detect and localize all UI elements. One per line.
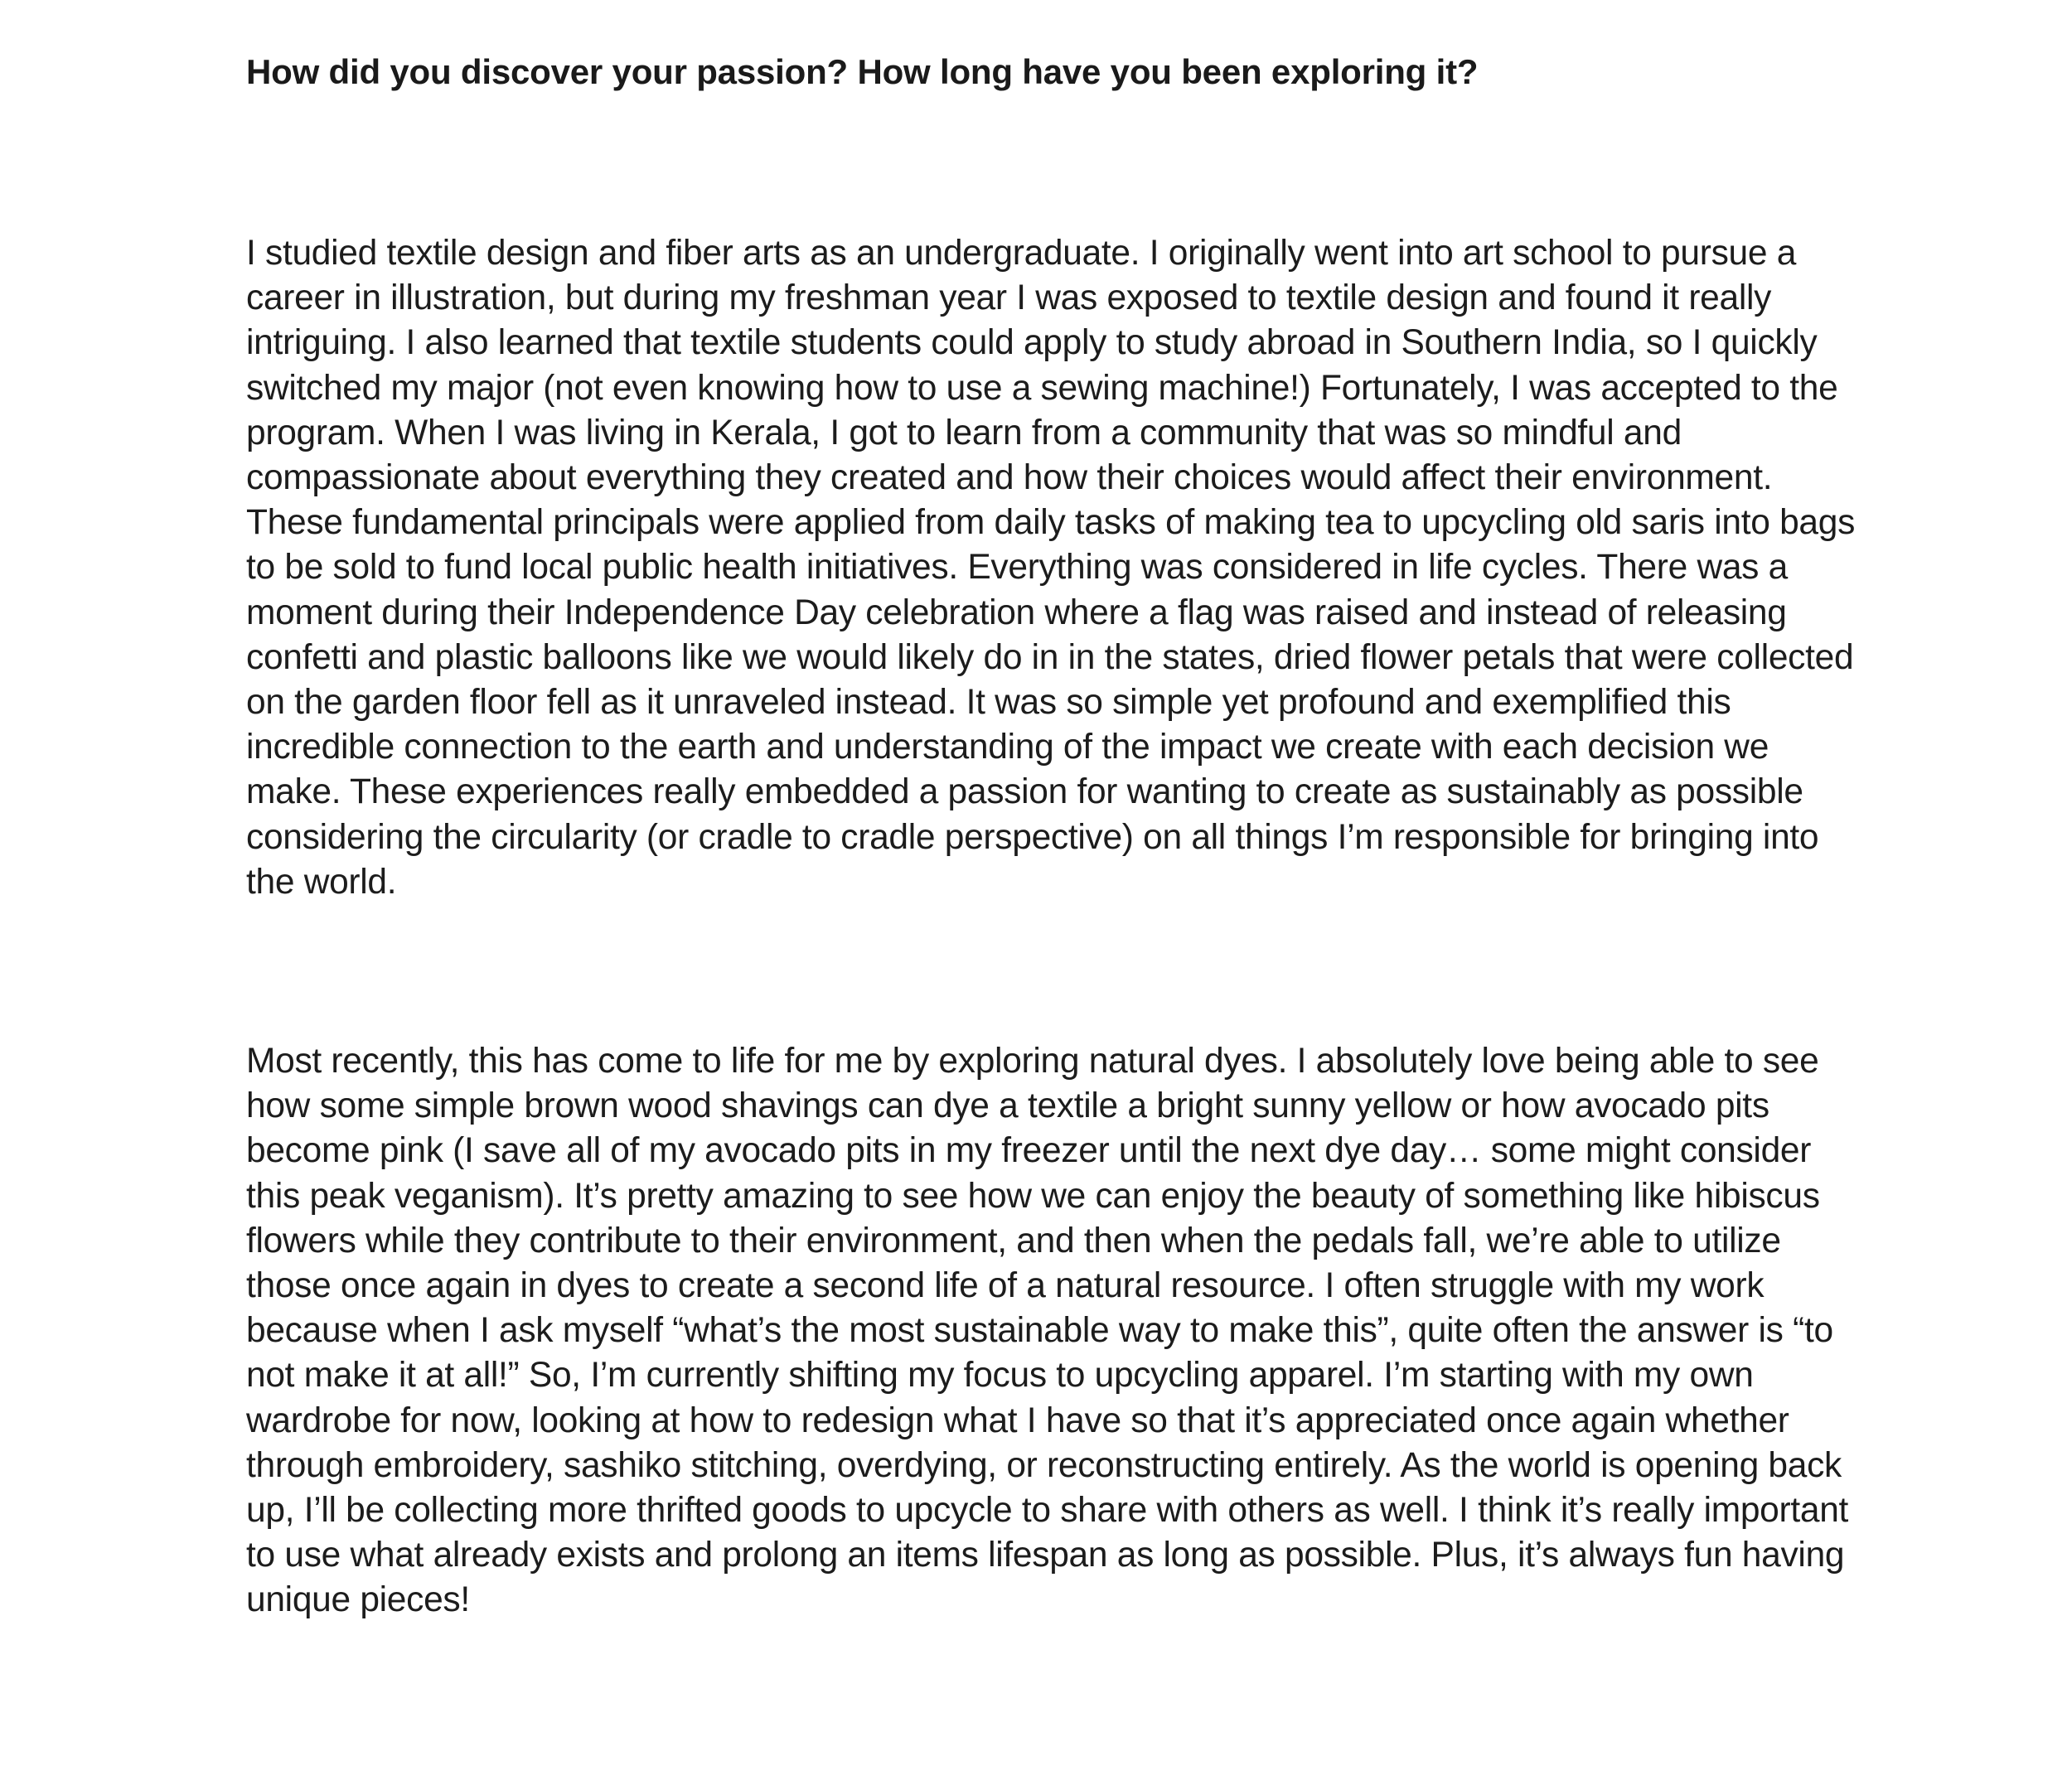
- document-page: [246, 50, 1859, 1623]
- answer-paragraph-2: Most recently, this has come to life for me by exploring natural dyes. I absolutely love being able to see how some simple brown wood shavings can dye a textile a bright sunny yellow or how avocado pits become pink (I save all of my avocado pits in my freezer until the next dye day… some might consider this peak veganism). It’s pretty amazing to see how we can enjoy the beauty of something like hibiscus flowers while they contribute to their environment, and then when the pedals fall, we’re able to utilize those once again in dyes to create a second life of a natural resource. I often struggle with my work because when I ask myself “what’s the most sustainable way to make this”, quite often the answer is “to not make it at all!” So, I’m currently shifting my focus to upcycling apparel. I’m starting with my own wardrobe for now, looking at how to redesign what I have so that it’s appreciated once again whether through embroidery, sashiko stitching, overdying, or reconstructing entirely. As the world is opening back up, I’ll be collecting more thrifted goods to upcycle to share with others as well. I think it’s really important to use what already exists and prolong an items lifespan as long as possible. Plus, it’s always fun having unique pieces!: [246, 1042, 1849, 1620]
- question-heading: How did you discover your passion? How long have you been exploring it?: [246, 52, 1479, 91]
- answer-paragraph-1: I studied textile design and fiber arts as an undergraduate. I originally went into art school to pursue a career in illustration, but during my freshman year I was exposed to textile design and found it really intriguing. I also learned that textile students could apply to study abroad in Southern India, so I quickly switched my major (not even knowing how to use a sewing machine!) Fortunately, I was accepted to the program. When I was living in Kerala, I got to learn from a community that was so mindful and compassionate about everything they created and how their choices would affect their environment. These fundamental principals were applied from daily tasks of making tea to upcycling old saris into bags to be sold to fund local public health initiatives. Everything was considered in life cycles. There was a moment during their Independence Day celebration where a flag was raised and instead of releasing confetti and plastic balloons like we would likely do in in the states, dried flower petals that were collected on the garden floor fell as it unraveled instead. It was so simple yet profound and exemplified this incredible connection to the earth and understanding of the impact we create with each decision we make. These experiences really embedded a passion for wanting to create as sustainably as possible considering the circularity (or cradle to cradle perspective) on all things I’m responsible for bringing into the world.: [246, 234, 1856, 902]
